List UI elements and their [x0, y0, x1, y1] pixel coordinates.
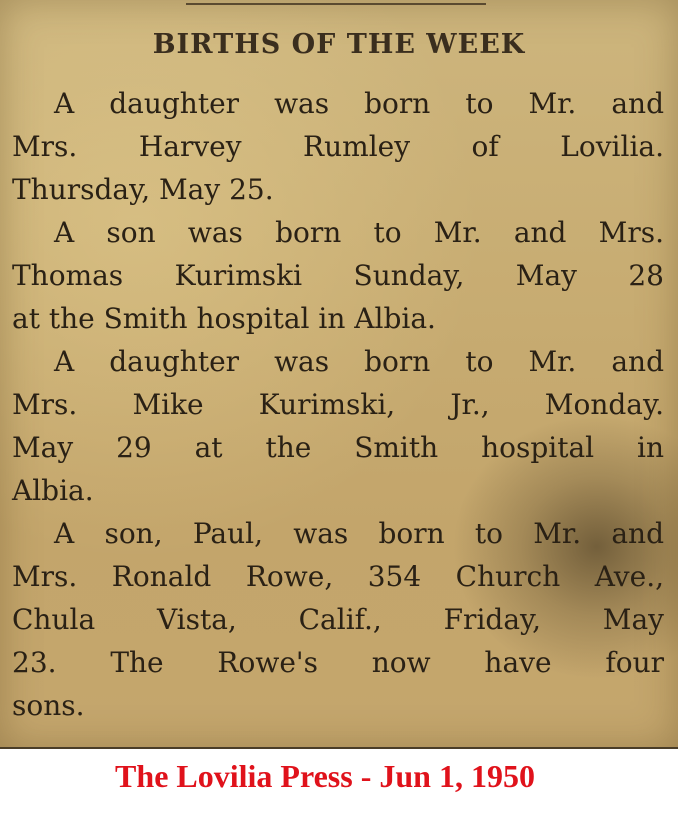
article-line: A son was born to Mr. and Mrs.: [54, 216, 664, 249]
article-line: sons.: [12, 689, 85, 722]
source-caption: The Lovilia Press - Jun 1, 1950: [115, 758, 535, 794]
article-line: 23. The Rowe's now have four: [12, 646, 664, 679]
article-line: A son, Paul, was born to Mr. and: [54, 517, 664, 550]
article-line: Albia.: [12, 474, 94, 507]
article-line: A daughter was born to Mr. and: [54, 345, 664, 378]
article-line: Mrs. Mike Kurimski, Jr., Monday.: [12, 388, 664, 421]
article-line: Thursday, May 25.: [12, 173, 274, 206]
top-rule: [186, 3, 486, 5]
article-line: May 29 at the Smith hospital in: [12, 431, 664, 464]
article-line: at the Smith hospital in Albia.: [12, 302, 436, 335]
article-line: Mrs. Harvey Rumley of Lovilia.: [12, 130, 664, 163]
article-line: Thomas Kurimski Sunday, May 28: [12, 259, 664, 292]
bottom-rule: [0, 747, 678, 749]
article-body: [12, 82, 664, 727]
article-line: A daughter was born to Mr. and: [54, 87, 664, 120]
clipping-heading: BIRTHS OF THE WEEK: [152, 29, 526, 60]
article-line: Chula Vista, Calif., Friday, May: [12, 603, 664, 636]
article-line: Mrs. Ronald Rowe, 354 Church Ave.,: [12, 560, 664, 593]
